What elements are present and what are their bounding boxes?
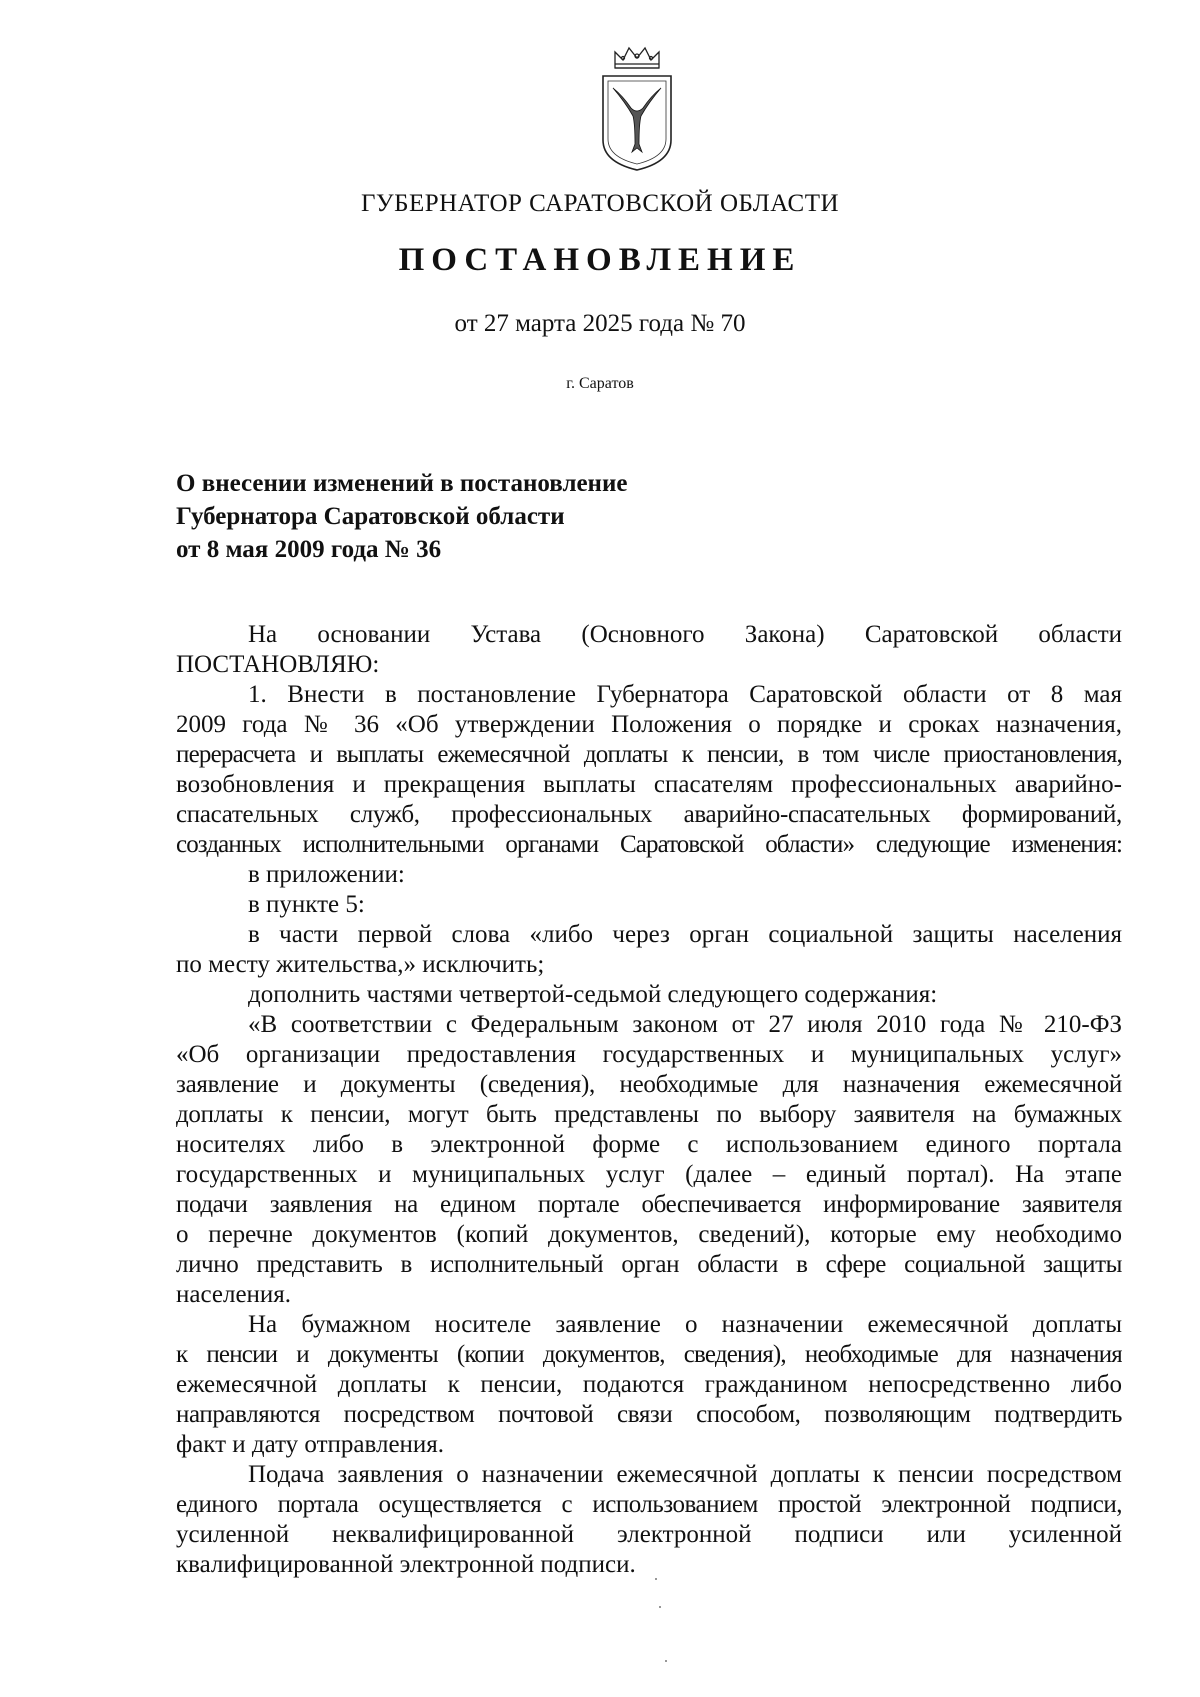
body-line: в части первой слова «либо через орган социальной защиты населения xyxy=(248,921,1122,948)
body-line: носителях либо в электронной форме с использованием единого портала xyxy=(176,1131,1122,1158)
body-line: На бумажном носителе заявление о назначении ежемесячной доплаты xyxy=(248,1311,1122,1338)
body-line: «Об организации предоставления государственных и муниципальных услуг» xyxy=(176,1041,1122,1068)
body-line: единого портала осуществляется с использованием простой электронной подписи, xyxy=(176,1491,1122,1518)
body-line: Подача заявления о назначении ежемесячной доплаты к пенсии посредством xyxy=(248,1461,1122,1488)
body-line: в приложении: xyxy=(248,861,405,888)
body-line: На основании Устава (Основного Закона) Саратовской области xyxy=(248,621,1122,648)
body-line: населения. xyxy=(176,1281,292,1308)
body-line: ежемесячной доплаты к пенсии, подаются гражданином непосредственно либо xyxy=(176,1371,1122,1398)
body-line: «В соответствии с Федеральным законом от 27 июля 2010 года № 210-ФЗ xyxy=(248,1011,1122,1038)
body-line: по месту жительства,» исключить; xyxy=(176,951,545,978)
body-line: возобновления и прекращения выплаты спасателям профессиональных аварийно- xyxy=(176,771,1122,798)
body-line: дополнить частями четвертой-седьмой следующего содержания: xyxy=(248,981,938,1008)
body-line: квалифицированной электронной подписи. xyxy=(176,1551,636,1578)
body-line: перерасчета и выплаты ежемесячной доплаты к пенсии, в том числе приостановления, xyxy=(176,741,1122,768)
body-line: 2009 года № 36 «Об утверждении Положения о порядке и сроках назначения, xyxy=(176,711,1122,738)
body-line: ПОСТАНОВЛЯЮ: xyxy=(176,651,380,678)
body-line: спасательных служб, профессиональных аварийно-спасательных формирований, xyxy=(176,801,1122,828)
body-line: о перечне документов (копий документов, сведений), которые ему необходимо xyxy=(176,1221,1122,1248)
document-type: ПОСТАНОВЛЕНИЕ xyxy=(398,242,802,278)
body-line: государственных и муниципальных услуг (далее – единый портал). На этапе xyxy=(176,1161,1122,1188)
body-line: подачи заявления на едином портале обеспечивается информирование заявителя xyxy=(176,1191,1122,1218)
body-line: направляются посредством почтовой связи способом, позволяющим подтвердить xyxy=(176,1401,1122,1428)
coat-of-arms-icon xyxy=(599,44,675,172)
body-line: в пункте 5: xyxy=(248,891,365,918)
body-line: факт и дату отправления. xyxy=(176,1431,445,1458)
scan-speck xyxy=(665,1660,667,1662)
document-place: г. Саратов xyxy=(566,375,634,392)
body-line: доплаты к пенсии, могут быть представлены по выбору заявителя на бумажных xyxy=(176,1101,1122,1128)
title-line: от 8 мая 2009 года № 36 xyxy=(176,536,442,563)
body-line: к пенсии и документы (копии документов, сведения), необходимые для назначения xyxy=(176,1341,1122,1368)
title-line: Губернатора Саратовской области xyxy=(176,503,565,530)
document-body xyxy=(176,620,1122,1580)
body-line: заявление и документы (сведения), необходимые для назначения ежемесячной xyxy=(176,1071,1122,1098)
issuing-authority: ГУБЕРНАТОР САРАТОВСКОЙ ОБЛАСТИ xyxy=(360,190,840,217)
scan-speck xyxy=(655,1578,657,1580)
body-line: созданных исполнительными органами Саратовской области» следующие изменения: xyxy=(176,831,1122,858)
scan-speck xyxy=(659,1606,661,1608)
body-line: лично представить в исполнительный орган области в сфере социальной защиты xyxy=(176,1251,1122,1278)
title-line: О внесении изменений в постановление xyxy=(176,470,628,497)
document-date-number: от 27 марта 2025 года № 70 xyxy=(454,310,746,337)
body-line: 1. Внести в постановление Губернатора Саратовской области от 8 мая xyxy=(248,681,1122,708)
body-line: усиленной неквалифицированной электронной подписи или усиленной xyxy=(176,1521,1122,1548)
document-title xyxy=(176,467,627,566)
